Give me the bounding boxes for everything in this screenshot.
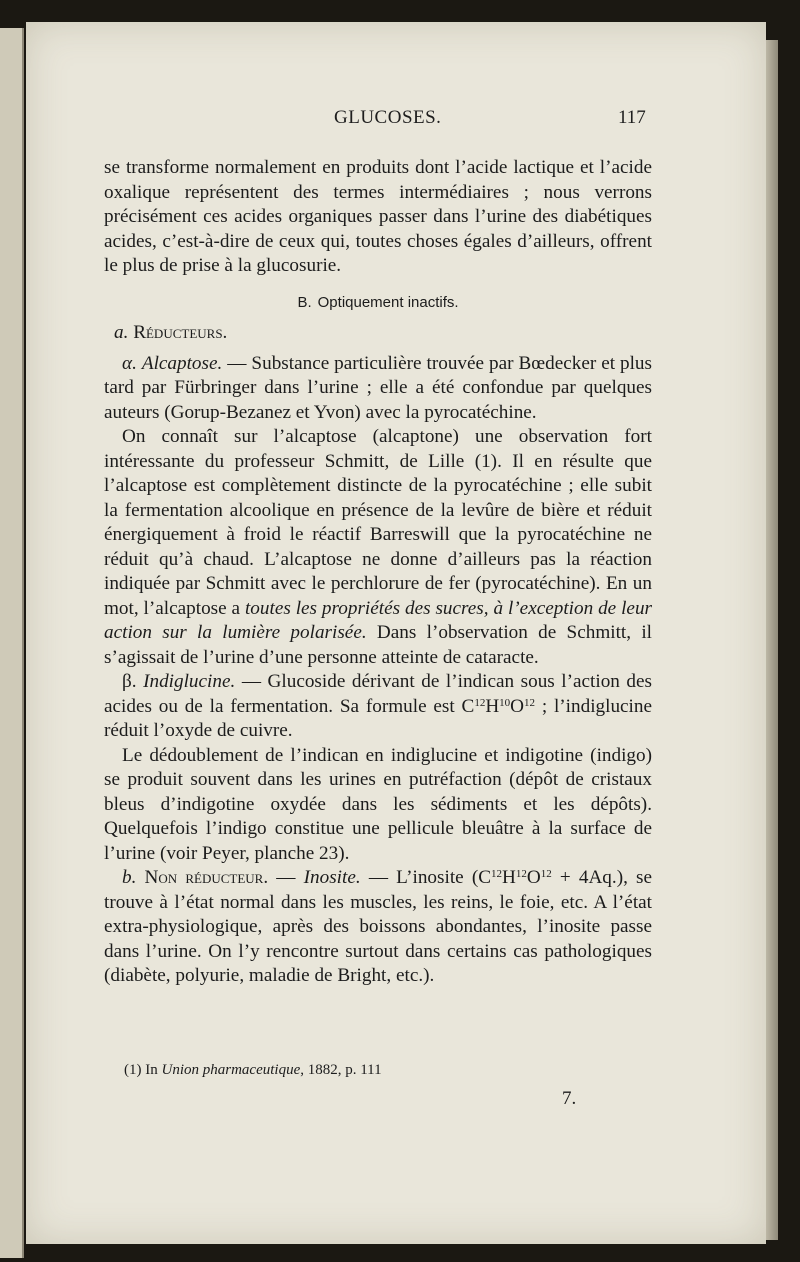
indiglucine-tail: ; l’indiglucine réduit l’oxyde de cuivre. — [104, 695, 652, 741]
inosite-smallcaps: Non réducteur. — [144, 867, 269, 888]
schmitt-italic: toutes les propriétés des sucres, à l’exception de leur action sur la lumière polarisée. — [104, 597, 653, 643]
inosite-formula-sub-1: 12 — [491, 868, 503, 880]
book-page — [26, 22, 766, 1244]
formula-h: H — [485, 695, 500, 717]
paragraph-inosite — [104, 866, 652, 989]
inosite-text-b: + 4Aq.), se trouve à l’état normal dans les muscles, les reins, le foie, etc. A l’état extra-physiologique, après des boissons abondantes, l’inosite passe dans l’urine. On l’y rencontre surtout dans certains cas pathologiques (diabète, polyurie, maladie de Bright, etc.). — [104, 867, 653, 986]
page-thickness-edge — [766, 40, 778, 1240]
schmitt-text-b: Dans l’observation de Schmitt, il s’agissait de l’urine d’une personne atteinte de cataracte. — [104, 622, 652, 668]
formula-o: O — [510, 695, 525, 717]
signature-mark: 7. — [562, 1088, 577, 1109]
footnote — [124, 1062, 644, 1079]
inosite-formula-h: H — [502, 867, 516, 888]
subsection-label: a. — [114, 322, 129, 343]
footnote-mark: (1) In — [124, 1062, 162, 1078]
alcaptose-text: — Substance particulière trouvée par Bœdecker et plus tard par Fürbringer dans l’urine ; elle a été confondue par quelques auteurs (Gorup-Bezanez et Yvon) avec la pyrocatéchine. — [104, 352, 652, 423]
section-heading — [104, 291, 652, 316]
inosite-text-a: — L’inosite (C — [360, 867, 492, 888]
paragraph-schmitt — [104, 425, 652, 670]
subsection-title: Réducteurs. — [133, 322, 228, 343]
paragraph-intro: se transforme normalement en produits dont l’acide lactique et l’acide oxalique représentent des termes intermédiaires ; nous verrons précisément ces acides organiques passer dans l’urine des diabétiques acides, c’est-à-dire de ceux qui, toutes choses égales d’ailleurs, offrent le plus de prise à la glucosurie. — [104, 157, 652, 276]
section-title: Optiquement inactifs. — [317, 293, 459, 311]
alcaptose-term: Alcaptose. — [141, 352, 223, 374]
indiglucine-term: Indiglucine. — [143, 671, 236, 692]
footnote-rest: , 1882, p. 111 — [300, 1062, 382, 1078]
subsection-heading — [114, 321, 652, 346]
running-title: GLUCOSES. — [334, 107, 442, 128]
formula-sub-2: 10 — [499, 696, 511, 709]
inosite-term: Inosite. — [303, 867, 361, 888]
paragraph-indiglucine — [104, 670, 652, 744]
inosite-formula-o: O — [526, 867, 541, 888]
formula-sub-1: 12 — [474, 696, 486, 709]
inosite-formula-sub-3: 12 — [540, 868, 552, 880]
alcaptose-label: α. — [122, 352, 137, 374]
schmitt-text-a: On connaît sur l’alcaptose (alcaptone) une observation fort intéressante du professeur Schmitt, de Lille (1). Il en résulte que l’alcaptose est complètement distincte de la pyrocatéchine ; elle subit la fermentation alcoolique en présence de la levûre de bière et réduit énergiquement à froid le réactif Barreswill que la pyrocatéchine ne réduit qu’à chaud. L’alcaptose ne donne d’ailleurs pas la réaction indiquée par Schmitt avec le perchlorure de fer (pyrocatéchine). En un mot, l’alcaptose a — [104, 426, 652, 619]
footnote-source: Union pharmaceutique — [161, 1062, 301, 1078]
running-header — [26, 107, 766, 135]
inosite-formula-sub-2: 12 — [515, 868, 527, 880]
indiglucine-text: — Glucoside dérivant de l’indican sous l’action des acides ou de la fermentation. Sa formule est C — [104, 671, 652, 717]
paragraph-alcaptose — [104, 352, 652, 426]
body-text — [104, 156, 652, 989]
indiglucine-label: β. — [122, 671, 137, 692]
paragraph-indigo: Le dédoublement de l’indican en indiglucine et indigotine (indigo) se produit souvent dans les urines en putréfaction (dépôt de cristaux bleus d’indigotine oxydée dans les sédiments et les dépôts). Quelquefois l’indigo constitue une pellicule bleuâtre à la surface de l’urine (voir Peyer, planche 23). — [104, 744, 652, 864]
formula-sub-3: 12 — [524, 696, 536, 709]
inosite-label: b. — [122, 867, 137, 888]
page-number: 117 — [618, 107, 646, 128]
previous-page-edge — [0, 28, 24, 1258]
section-label: B. — [297, 293, 312, 311]
inosite-dash: — — [268, 867, 304, 888]
